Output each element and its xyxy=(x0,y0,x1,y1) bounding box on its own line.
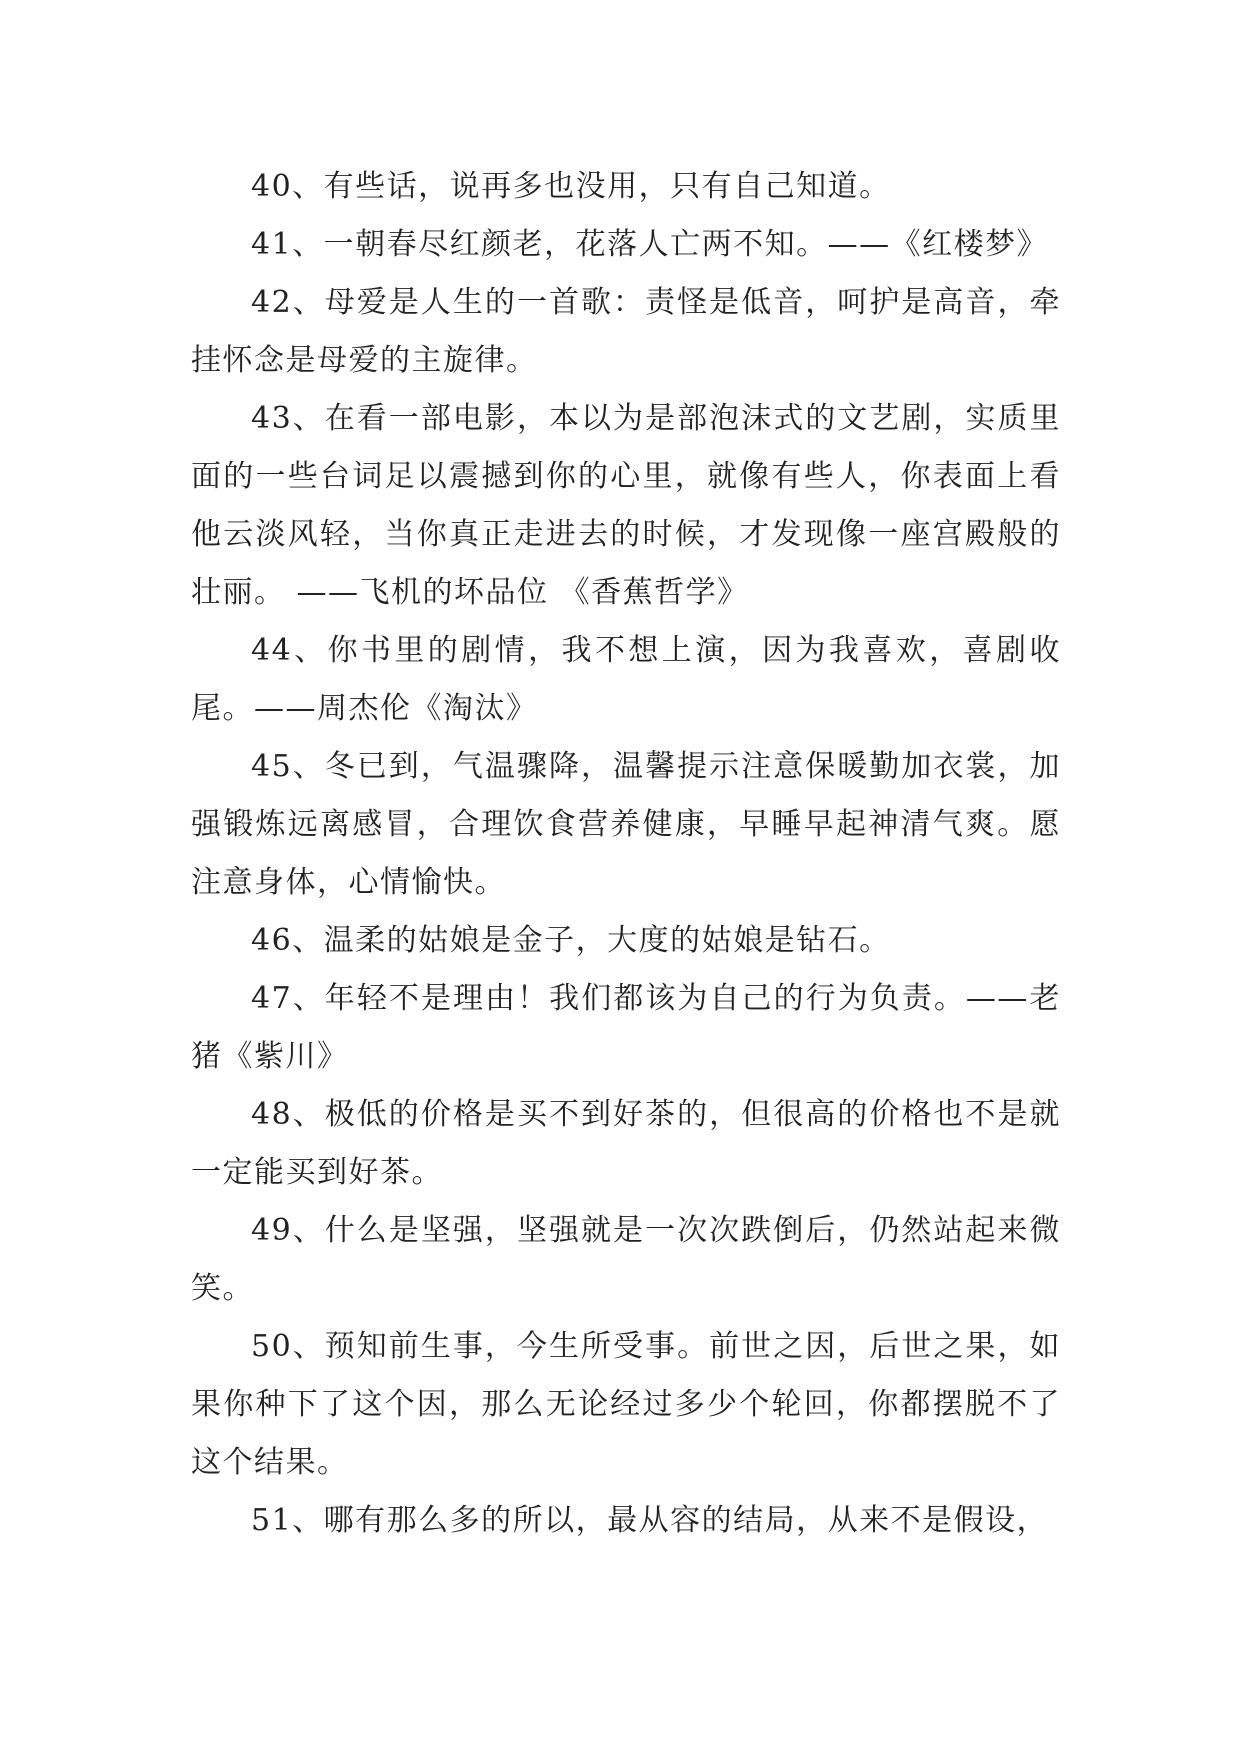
paragraph-50: 50、预知前生事，今生所受事。前世之因，后世之果，如果你种下了这个因，那么无论经过多少个轮回，你都摆脱不了这个结果。 xyxy=(191,1329,1061,1480)
paragraph-46: 46、温柔的姑娘是金子，大度的姑娘是钻石。 xyxy=(251,923,891,958)
paragraph-48: 48、极低的价格是买不到好茶的，但很高的价格也不是就一定能买到好茶。 xyxy=(191,1097,1061,1190)
paragraph-40: 40、有些话，说再多也没用，只有自己知道。 xyxy=(251,169,891,204)
paragraph-43: 43、在看一部电影，本以为是部泡沫式的文艺剧，实质里面的一些台词足以震撼到你的心里，就像有些人，你表面上看他云淡风轻，当你真正走进去的时候，才发现像一座宫殿般的壮丽。 ——飞机的坏品位 《香蕉哲学》 xyxy=(191,401,1061,610)
paragraph-47: 47、年轻不是理由！我们都该为自己的行为负责。——老猪《紫川》 xyxy=(191,981,1061,1074)
paragraph-45: 45、冬已到，气温骤降，温馨提示注意保暖勤加衣裳，加强锻炼远离感冒，合理饮食营养健康，早睡早起神清气爽。愿注意身体，心情愉快。 xyxy=(191,749,1061,900)
document-body xyxy=(191,158,1061,1550)
paragraph-49: 49、什么是坚强，坚强就是一次次跌倒后，仍然站起来微笑。 xyxy=(191,1213,1061,1306)
paragraph-42: 42、母爱是人生的一首歌：责怪是低音，呵护是高音，牵挂怀念是母爱的主旋律。 xyxy=(191,285,1061,378)
paragraph-51: 51、哪有那么多的所以，最从容的结局，从来不是假设， xyxy=(251,1503,1049,1538)
paragraph-44: 44、你书里的剧情，我不想上演，因为我喜欢，喜剧收尾。——周杰伦《淘汰》 xyxy=(191,633,1061,726)
paragraph-41: 41、一朝春尽红颜老，花落人亡两不知。——《红楼梦》 xyxy=(251,227,1049,262)
